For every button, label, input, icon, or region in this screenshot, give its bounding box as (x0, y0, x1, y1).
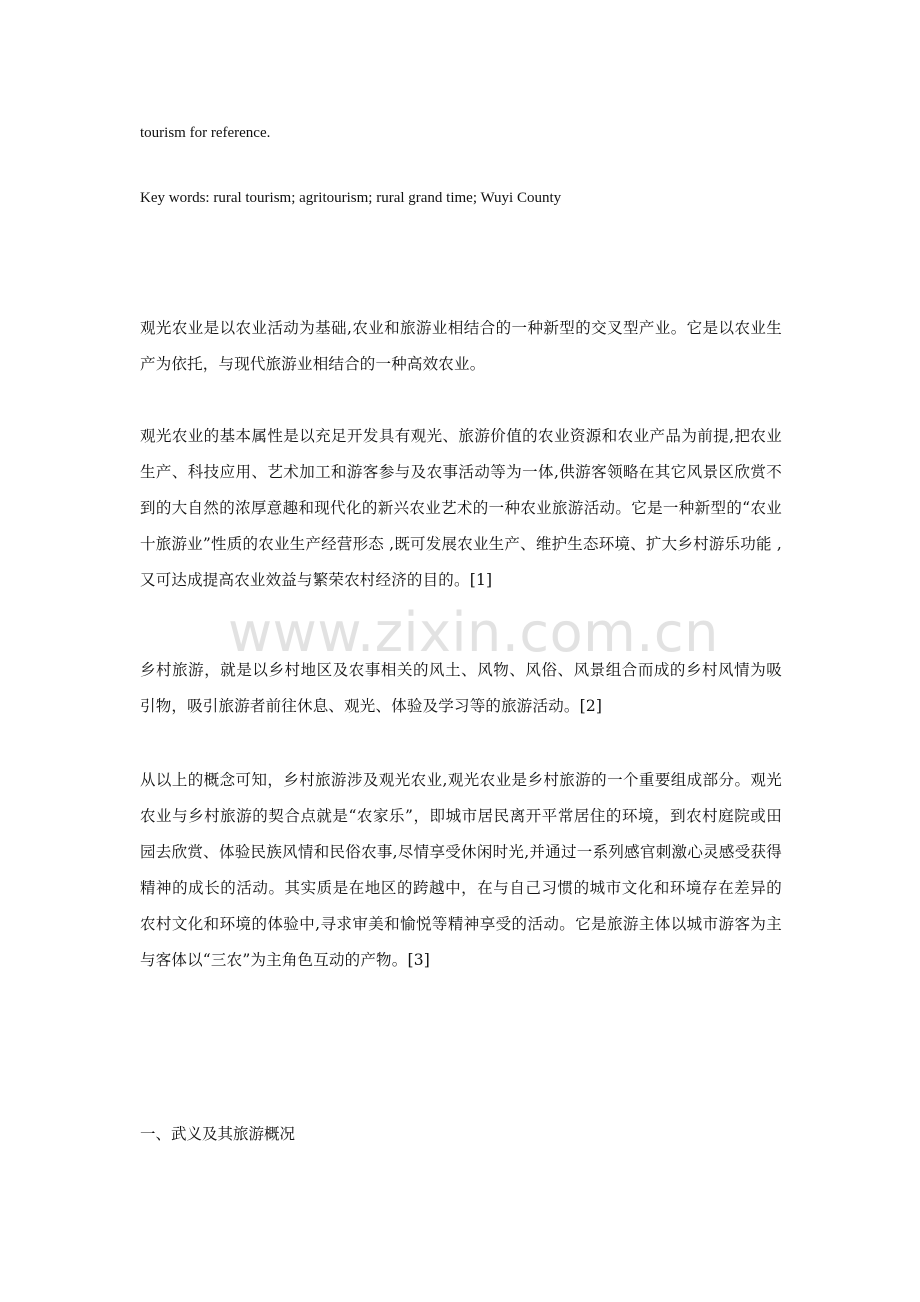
watermark: www.zixin.com.cn (228, 601, 719, 664)
keywords-line: Key words: rural tourism; agritourism; rural grand time; Wuyi County (140, 190, 562, 206)
abstract-tail-line: tourism for reference. (140, 125, 271, 141)
paragraph-rural-tourism-definition: 乡村旅游，就是以乡村地区及农事相关的风土、风物、风俗、风景组合而成的乡村风情为吸引物，吸引旅游者前往休息、观光、体验及学习等的旅游活动。[2] (140, 661, 782, 715)
paragraph-agritourism-attributes: 观光农业的基本属性是以充足开发具有观光、旅游价值的农业资源和农业产品为前提,把农业生产、科技应用、艺术加工和游客参与及农事活动等为一体,供游客领略在其它风景区欣赏不到的大自然的浓厚意趣和现代化的新兴农业艺术的一种农业旅游活动。它是一种新型的“农业十旅游业”性质的农业生产经营形态 ,既可发展农业生产、维护生态环境、扩大乡村游乐功能 ,又可达成提高农业效益与繁荣农村经济的目的。[1] (140, 427, 782, 589)
section-heading: 一、武义及其旅游概况 (140, 1125, 296, 1143)
paragraph-agritourism-definition: 观光农业是以农业活动为基础,农业和旅游业相结合的一种新型的交叉型产业。它是以农业生产为依托，与现代旅游业相结合的一种高效农业。 (140, 319, 782, 373)
paragraph-concept-relationship: 从以上的概念可知，乡村旅游涉及观光农业,观光农业是乡村旅游的一个重要组成部分。观光农业与乡村旅游的契合点就是“农家乐”，即城市居民离开平常居住的环境，到农村庭院或田园去欣赏、体验民族风情和民俗农事,尽情享受休闲时光,并通过一系列感官刺激心灵感受获得精神的成长的活动。其实质是在地区的跨越中，在与自己习惯的城市文化和环境存在差异的农村文化和环境的体验中,寻求审美和愉悦等精神享受的活动。它是旅游主体以城市游客为主与客体以“三农”为主角色互动的产物。[3] (140, 771, 782, 969)
